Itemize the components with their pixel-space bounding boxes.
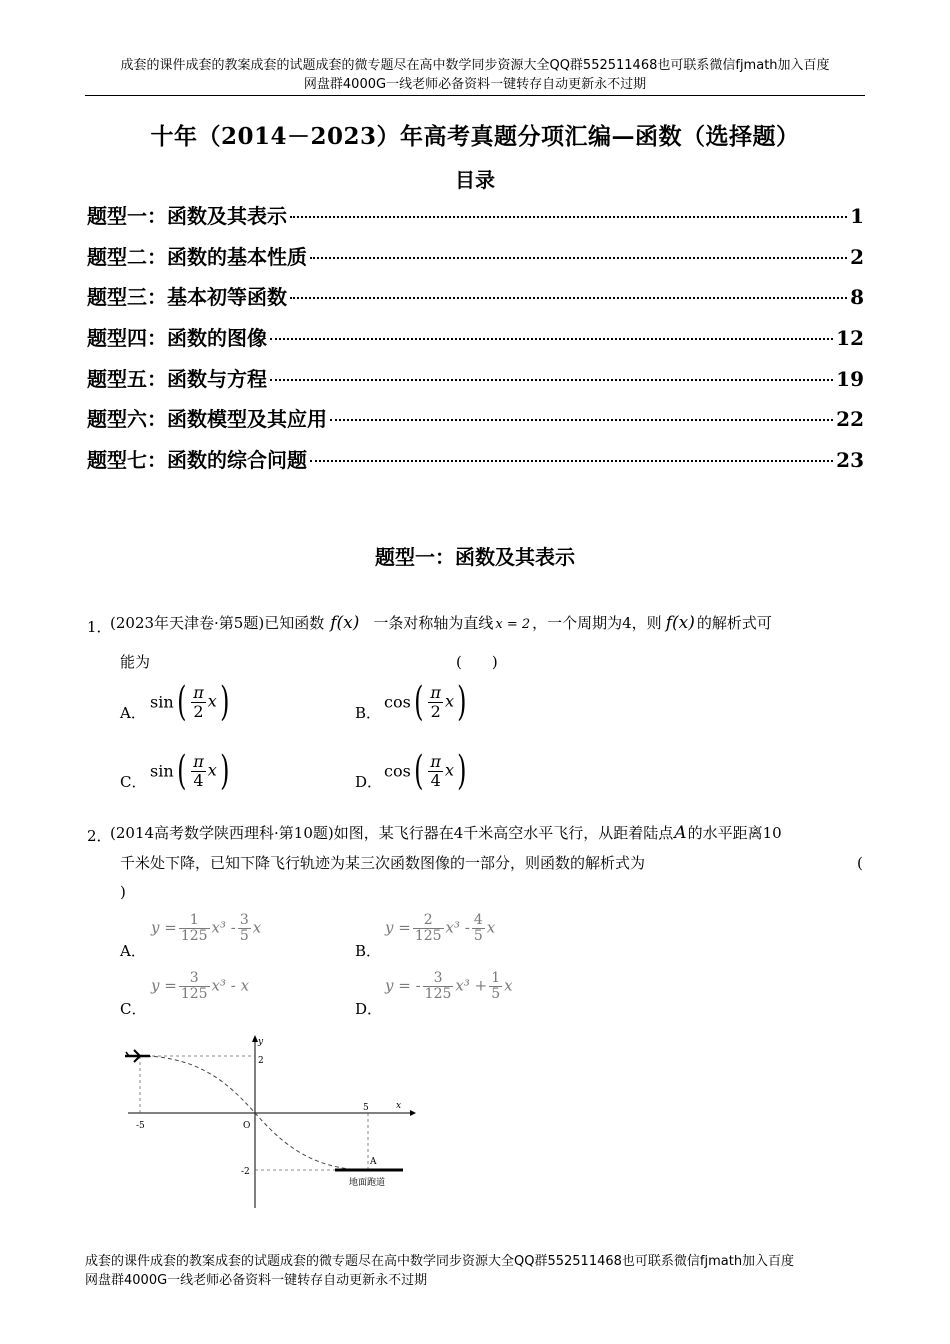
question-1-text-after: ，一个周期为4，则 [532, 614, 662, 632]
toc-leader [270, 338, 833, 340]
frac-denominator: 125 [180, 986, 208, 1002]
question-2-text: (2014高考数学陕西理科·第10题)如图，某飞行器在4千米高空水平飞行，从距着陆点 [110, 824, 674, 842]
question-number: 2． [87, 827, 112, 845]
option-b-label[interactable]: B． [355, 942, 382, 960]
toc-entry[interactable] [87, 444, 864, 485]
formula-term: x [486, 918, 496, 937]
question-2-text-b: 的水平距离10 [687, 824, 782, 842]
question-2-line-2: 千米处下降，已知下降飞行轨迹为某三次函数图像的一部分，则函数的解析式为 [120, 854, 646, 872]
toc-entry[interactable] [87, 200, 864, 241]
formula-term: x³ - x [211, 976, 250, 995]
trig-fn: cos [384, 692, 411, 712]
formula-lhs: y = - [385, 976, 421, 995]
section-title: 题型一：函数及其表示 [375, 545, 575, 569]
formula-lhs: y = [385, 918, 411, 937]
frac-numerator: π [193, 682, 204, 702]
frac-numerator: 2 [423, 912, 433, 928]
function-fx: f(x) [330, 613, 360, 633]
frac-denominator: 2 [430, 701, 441, 721]
frac-numerator: 1 [491, 970, 501, 986]
toc-entry-page: 22 [836, 407, 864, 432]
formula-lhs: y = [151, 918, 177, 937]
toc-entry-page: 1 [850, 204, 864, 228]
footer-line-2: 网盘群4000G一线老师必备资料一键转存自动更新永不过期 [85, 1273, 428, 1288]
frac-numerator: 3 [189, 970, 199, 986]
frac-denominator: 5 [473, 928, 483, 944]
point-a-label: A [370, 1157, 377, 1167]
option-b-formula[interactable]: cos( $\frac{\pi}{2}$ x) [384, 679, 467, 725]
frac-denominator: 5 [239, 928, 249, 944]
tick-x-neg5: -5 [136, 1121, 145, 1131]
page-header [85, 56, 865, 94]
y-axis-label: y [258, 1037, 264, 1047]
frac-denominator: 2 [193, 701, 204, 721]
axis-equation: x = 2 [495, 617, 531, 632]
option-a-formula[interactable]: sin( $\frac{\pi}{2}$ x) [150, 679, 230, 725]
toc-leader [330, 419, 833, 421]
table-of-contents [87, 200, 864, 485]
formula-term: x³ + [455, 976, 488, 995]
runway-label: 地面跑道 [349, 1178, 386, 1188]
x-axis-label: x [396, 1101, 402, 1111]
airplane-icon [125, 1050, 150, 1062]
toc-entry-label: 题型一：函数及其表示 [87, 204, 287, 228]
option-a-label[interactable]: A． [120, 942, 146, 960]
variable: x [207, 691, 217, 711]
frac-numerator: 3 [239, 912, 249, 928]
frac-numerator: π [430, 682, 441, 702]
toc-entry-label: 题型二：函数的基本性质 [87, 244, 307, 269]
function-fx: f(x) [665, 613, 695, 633]
header-line-2: 网盘群4000G一线老师必备资料一键转存自动更新永不过期 [303, 77, 647, 92]
option-c-label[interactable]: C． [120, 1000, 147, 1018]
toc-entry-page: 19 [836, 366, 864, 391]
toc-entry-page: 2 [850, 244, 864, 269]
toc-entry-page: 8 [850, 285, 864, 310]
document-title: 十年（2014－2023）年高考真题分项汇编—函数（选择题） [150, 123, 800, 150]
formula-term: x³ - [445, 918, 470, 937]
frac-denominator: 4 [193, 770, 204, 790]
toc-entry-label: 题型七：函数的综合问题 [87, 448, 307, 473]
option-c-formula[interactable]: sin( $\frac{\pi}{4}$ x) [150, 748, 230, 794]
option-d-label[interactable]: D． [355, 1000, 383, 1018]
toc-title: 目录 [455, 168, 495, 192]
toc-entry-label: 题型四：函数的图像 [87, 326, 267, 351]
answer-paren-open: ( [857, 854, 863, 872]
frac-numerator: 4 [473, 912, 483, 928]
footer-line-1: 成套的课件成套的教案成套的试题成套的微专题尽在高中数学同步资源大全QQ群552511468也可联系微信fjmath加入百度 [85, 1254, 795, 1269]
toc-leader [290, 297, 847, 299]
question-1-line-2: 能为 [120, 653, 151, 671]
frac-numerator: π [193, 751, 204, 771]
flight-path-figure [120, 1030, 420, 1215]
question-1-text-end: 的解析式可 [696, 614, 772, 632]
x-axis-arrow [410, 1110, 416, 1116]
toc-entry-page: 12 [836, 326, 864, 351]
option-b-label[interactable]: B． [355, 704, 382, 722]
point-a: A [674, 823, 687, 843]
option-d-formula[interactable]: cos( $\frac{\pi}{4}$ x) [384, 748, 467, 794]
toc-leader [290, 216, 847, 218]
question-1-source: (2023年天津卷·第5题)已知函数 [110, 614, 325, 632]
toc-entry-label: 题型三：基本初等函数 [87, 285, 287, 310]
formula-term: x [252, 918, 262, 937]
formula-term: x³ - [211, 918, 236, 937]
frac-denominator: 125 [424, 986, 452, 1002]
toc-entry-page: 23 [836, 448, 864, 473]
toc-leader [310, 257, 847, 259]
tick-x-5: 5 [363, 1103, 369, 1113]
frac-denominator: 125 [414, 928, 442, 944]
toc-entry[interactable] [87, 363, 864, 404]
toc-entry[interactable] [87, 241, 864, 282]
frac-numerator: 1 [189, 912, 199, 928]
variable: x [444, 760, 454, 780]
header-line-1: 成套的课件成套的教案成套的试题成套的微专题尽在高中数学同步资源大全QQ群552511468也可联系微信fjmath加入百度 [120, 58, 830, 73]
origin-label: O [243, 1121, 251, 1131]
header-divider [85, 95, 865, 96]
toc-leader [310, 460, 833, 462]
toc-entry-label: 题型六：函数模型及其应用 [87, 407, 327, 432]
option-d-label[interactable]: D． [355, 773, 383, 791]
toc-leader [270, 379, 833, 381]
option-a-formula[interactable] [151, 913, 261, 944]
option-b-formula[interactable] [385, 913, 495, 944]
answer-blank: ( ) [456, 653, 498, 671]
frac-denominator: 125 [180, 928, 208, 944]
option-c-label[interactable]: C． [120, 773, 147, 791]
answer-paren-close: ) [120, 883, 126, 901]
toc-entry[interactable] [87, 281, 864, 322]
trig-fn: cos [384, 761, 411, 781]
frac-numerator: 3 [433, 970, 443, 986]
formula-term: x [504, 976, 513, 995]
formula-lhs: y = [151, 976, 177, 995]
question-1-text: 一条对称轴为直线 [373, 614, 494, 632]
trig-fn: sin [150, 692, 174, 712]
page-footer [85, 1252, 865, 1290]
option-a-label[interactable]: A． [120, 704, 146, 722]
variable: x [207, 760, 217, 780]
trig-fn: sin [150, 761, 174, 781]
frac-denominator: 5 [491, 986, 501, 1002]
frac-numerator: π [430, 751, 441, 771]
option-c-formula[interactable] [151, 971, 249, 1002]
tick-y-2: 2 [258, 1056, 264, 1066]
question-1-line-1 [110, 607, 870, 641]
toc-entry[interactable] [87, 403, 864, 444]
option-d-formula[interactable] [385, 971, 513, 1002]
variable: x [444, 691, 454, 711]
question-2-line-1 [110, 817, 870, 849]
tick-y-neg2: -2 [241, 1167, 250, 1177]
toc-entry-label: 题型五：函数与方程 [87, 366, 267, 391]
frac-denominator: 4 [430, 770, 441, 790]
toc-entry[interactable] [87, 322, 864, 363]
question-number: 1． [87, 618, 112, 636]
